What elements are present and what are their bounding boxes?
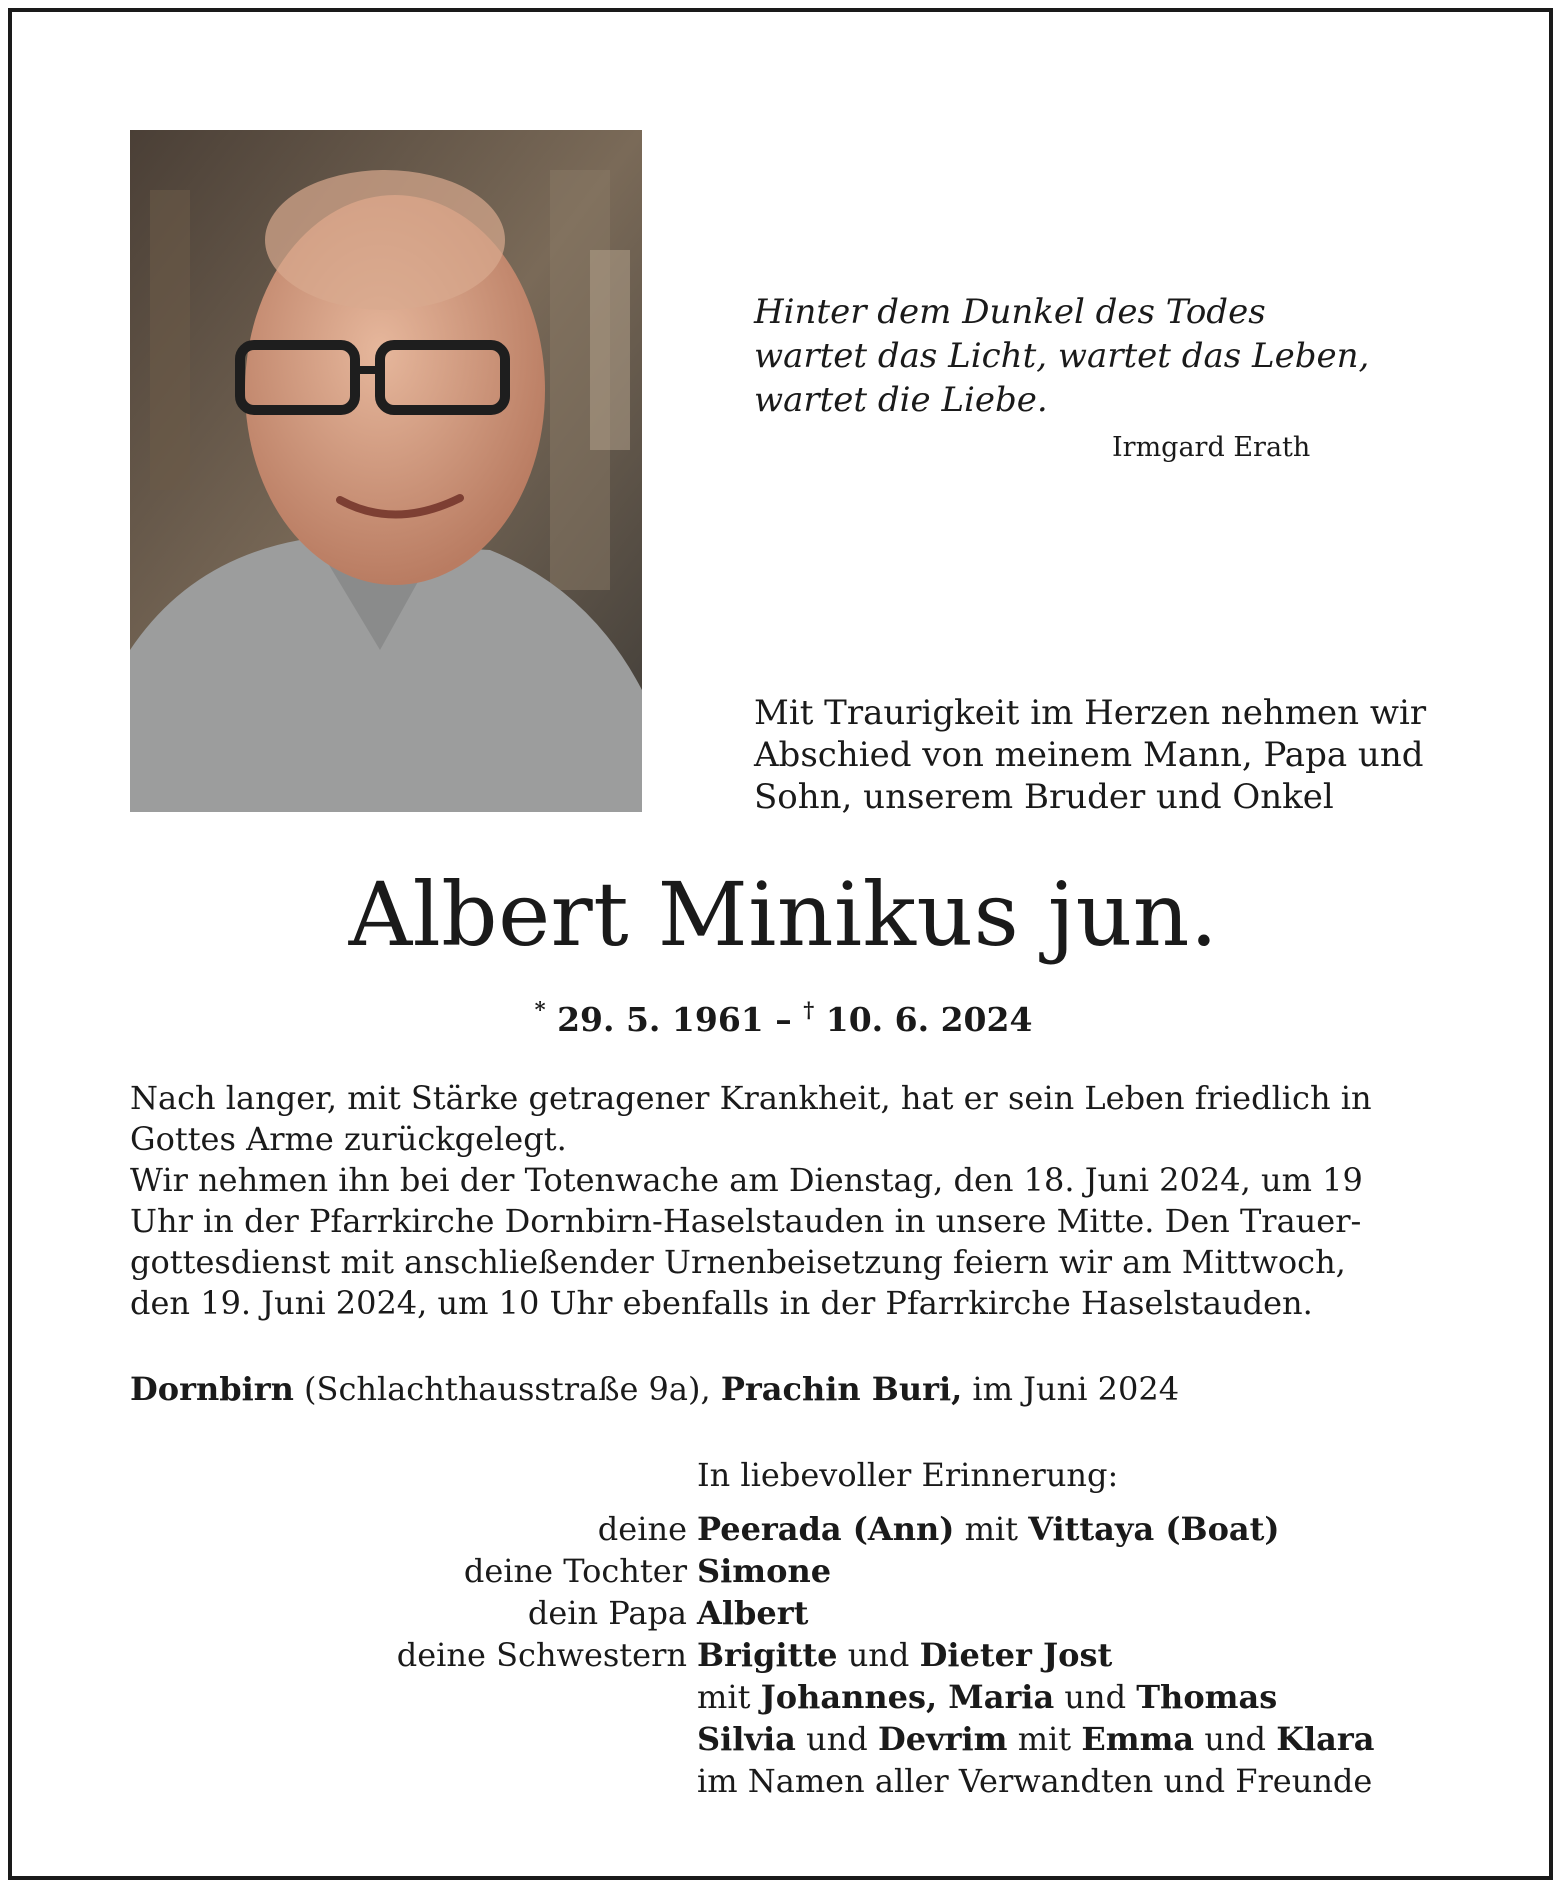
closing-line: im Namen aller Verwandten und Freunde	[697, 1762, 1373, 1800]
connector-text: mit	[954, 1510, 1029, 1548]
location-second-city: Prachin Buri,	[720, 1370, 963, 1408]
quote-line: wartet die Liebe.	[754, 380, 1048, 420]
quote-line: wartet das Licht, wartet das Leben,	[754, 336, 1370, 376]
family-row	[0, 1760, 1567, 1802]
birth-symbol: *	[534, 997, 546, 1022]
intro-line: Mit Traurigkeit im Herzen nehmen wir	[754, 693, 1427, 733]
family-name: Simone	[697, 1552, 832, 1590]
relation-label: deine Tochter	[463, 1552, 687, 1590]
relation-label: deine Schwestern	[396, 1636, 687, 1674]
connector-text: und	[1054, 1678, 1137, 1716]
portrait-photo	[130, 130, 642, 812]
deceased-name: Albert Minikus jun.	[348, 863, 1219, 966]
birth-date: 29. 5. 1961	[557, 1000, 764, 1039]
relation-label: dein Papa	[527, 1594, 687, 1632]
family-row	[0, 1508, 1567, 1550]
family-name: Devrim	[877, 1720, 1008, 1758]
family-name: Peerada (Ann)	[697, 1510, 955, 1548]
family-row	[0, 1718, 1567, 1760]
location-line	[130, 1370, 1179, 1408]
quote-line: Hinter dem Dunkel des Todes	[754, 292, 1266, 332]
relation-label: deine	[597, 1510, 687, 1548]
life-dates	[0, 997, 1567, 1039]
family-name: Johannes, Maria	[760, 1678, 1055, 1716]
family-names	[697, 1592, 808, 1634]
location-address: (Schlachthausstraße 9a),	[293, 1370, 721, 1408]
body-line: Uhr in der Pfarrkirche Dornbirn-Haselstauden in unsere Mitte. Den Trauer-	[130, 1202, 1362, 1240]
family-name: Klara	[1276, 1720, 1375, 1758]
body-line: den 19. Juni 2024, um 10 Uhr ebenfalls in der Pfarrkirche Haselstauden.	[130, 1284, 1313, 1322]
family-names	[697, 1676, 1277, 1718]
family-name: Brigitte	[697, 1636, 838, 1674]
quote-author: Irmgard Erath	[1112, 432, 1311, 463]
date-separator: –	[775, 1000, 792, 1039]
family-name: Silvia	[697, 1720, 796, 1758]
death-symbol: †	[803, 997, 815, 1022]
family-row	[0, 1550, 1567, 1592]
memory-heading: In liebevoller Erinnerung:	[697, 1456, 1119, 1494]
family-name: Vittaya (Boat)	[1028, 1510, 1280, 1548]
family-names	[697, 1718, 1375, 1760]
family-row	[0, 1592, 1567, 1634]
family-row	[0, 1676, 1567, 1718]
intro-text	[754, 692, 1474, 818]
connector-text: und	[837, 1636, 920, 1674]
intro-line: Sohn, unserem Bruder und Onkel	[754, 777, 1334, 817]
connector-text: und	[795, 1720, 878, 1758]
connector-text: mit	[697, 1678, 761, 1716]
family-name: Dieter Jost	[919, 1636, 1113, 1674]
family-names	[697, 1550, 831, 1592]
intro-line: Abschied von meinem Mann, Papa und	[754, 735, 1424, 775]
death-date: 10. 6. 2024	[825, 1000, 1033, 1039]
family-name: Thomas	[1136, 1678, 1278, 1716]
memorial-quote	[754, 290, 1370, 422]
family-name: Albert	[697, 1594, 809, 1632]
connector-text: und	[1194, 1720, 1277, 1758]
announcement-body	[130, 1078, 1440, 1324]
portrait-illustration	[130, 130, 642, 812]
body-line: Gottes Arme zurückgelegt.	[130, 1120, 567, 1158]
family-names	[697, 1508, 1280, 1550]
location-date: im Juni 2024	[962, 1370, 1180, 1408]
body-line: Nach langer, mit Stärke getragener Krankheit, hat er sein Leben friedlich in	[130, 1079, 1372, 1117]
body-line: Wir nehmen ihn bei der Totenwache am Dienstag, den 18. Juni 2024, um 19	[130, 1161, 1363, 1199]
body-line: gottesdienst mit anschließender Urnenbeisetzung feiern wir am Mittwoch,	[130, 1243, 1346, 1281]
location-city: Dornbirn	[130, 1370, 294, 1408]
family-names	[697, 1634, 1112, 1676]
connector-text: mit	[1007, 1720, 1082, 1758]
family-list	[0, 1508, 1567, 1802]
family-name: Emma	[1081, 1720, 1195, 1758]
family-row	[0, 1634, 1567, 1676]
